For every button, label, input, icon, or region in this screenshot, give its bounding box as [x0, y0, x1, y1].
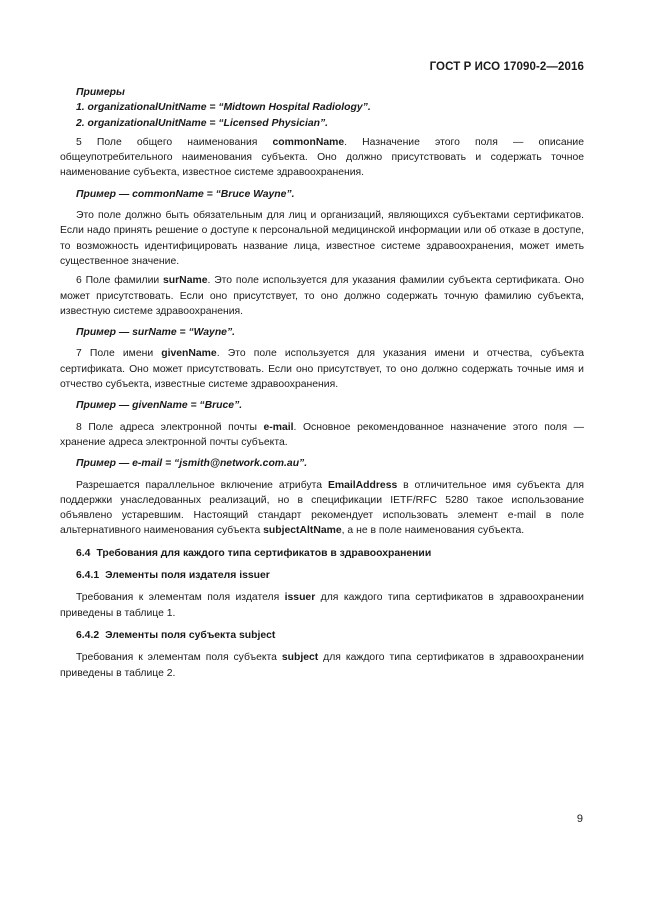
example-given-name [60, 398, 584, 413]
example-surname [60, 325, 584, 340]
paragraph-text: в отличительное имя субъекта для поддержки унаследованных реализаций, но в спецификации IETF/RFC 5280 такое использование объявлено устаревшим. Настоящий стандарт рекомендует использовать элемент e-mail в поле альтернативного наименования субъекта [60, 479, 584, 537]
term-given-name: givenName [161, 348, 217, 360]
paragraph-issuer [60, 590, 584, 621]
page-body [60, 85, 584, 681]
paragraph-lead: 8 Поле адреса электронной почты [76, 421, 264, 433]
paragraph-given-name [60, 346, 584, 392]
page-number: 9 [576, 813, 583, 825]
example-item-2: 2. organizationalUnitName = “Licensed Physician”. [76, 117, 329, 129]
paragraph-email [60, 420, 584, 451]
example-lead: Пример — [76, 458, 133, 470]
paragraph-subject [60, 650, 584, 681]
example-text: commonName = “Bruce Wayne”. [132, 188, 295, 200]
section-number: 6.4.2 [76, 629, 100, 641]
term-subject-alt-name: subjectAltName [263, 525, 342, 537]
example-text: givenName = “Bruce”. [132, 400, 243, 412]
paragraph-tail: , а не в поле наименования субъекта. [341, 525, 525, 537]
paragraph-lead: Требования к элементам поля субъекта [76, 652, 282, 664]
paragraph-text: . Это поле используется для указания фамилии субъекта сертификата. Оно может присутствовать. Если оно присутствует, то оно должно содержать точную фамилию субъекта, известную системе здравоохранения. [60, 275, 584, 317]
section-title: Элементы поля издателя issuer [105, 570, 270, 582]
paragraph-text: . Основное рекомендованное назначение этого поля — хранение адреса электронной почты субъекта. [60, 421, 585, 448]
section-title: Требования для каждого типа сертификатов в здравоохранении [96, 547, 432, 559]
example-common-name [60, 187, 584, 202]
paragraph-text: . Это поле используется для указания имени и отчества, субъекта сертификата. Оно может присутствовать. Если оно присутствует, то оно должно содержать точные имя и отчество субъекта, известные системе здравоохранения. [60, 348, 584, 391]
paragraph-email-address [60, 478, 584, 539]
example-lead: Пример — [76, 188, 133, 200]
term-subject: subject [281, 652, 319, 664]
examples-title: Примеры [76, 87, 125, 98]
section-heading-6-4-1 [60, 568, 584, 583]
paragraph-common-name-2: Это поле должно быть обязательным для лиц и организаций, являющихся субъектами сертификатов. Если надо принять решение о доступе к персональной медицинской информации или об отказе в доступе, то возможность идентифицировать название лица, известное системе здравоохранения, может иметь существенное значение. [60, 210, 584, 267]
paragraph-lead: Разрешается параллельное включение атрибута [76, 479, 328, 491]
paragraph-surname [60, 273, 584, 319]
term-common-name: commonName [272, 136, 345, 148]
example-email [60, 456, 584, 471]
section-title: Элементы поля субъекта subject [105, 629, 276, 641]
paragraph-text: для каждого типа сертификатов в здравоохранении приведены в таблице 2. [60, 652, 584, 679]
section-heading-6-4-2 [60, 628, 584, 643]
paragraph-common-name [60, 135, 584, 181]
paragraph-lead: 6 Поле фамилии [76, 275, 164, 287]
example-text: surName = “Wayne”. [132, 327, 236, 339]
paragraph-text: . Назначение этого поля — описание общеупотребительного наименования субъекта. Оно должно присутствовать и содержать точное наименование субъекта, известное системе здравоохранения. [60, 136, 584, 179]
term-surname: surName [163, 275, 208, 287]
example-lead: Пример — [76, 327, 133, 339]
term-email: e-mail [263, 421, 294, 433]
example-lead: Пример — [76, 400, 133, 412]
paragraph-lead: Требования к элементам поля издателя [76, 592, 285, 604]
paragraph-text: для каждого типа сертификатов в здравоохранении приведены в таблице 1. [60, 592, 584, 619]
term-email-address: EmailAddress [327, 479, 398, 491]
document-code-header: ГОСТ Р ИСО 17090-2—2016 [429, 61, 584, 73]
section-number: 6.4.1 [76, 570, 100, 582]
paragraph-lead: 5 Поле общего наименования [76, 136, 273, 148]
term-issuer: issuer [284, 592, 316, 604]
section-heading-6-4 [60, 546, 584, 561]
example-text: e-mail = “jsmith@network.com.au”. [132, 458, 308, 470]
example-item-1: 1. organizationalUnitName = “Midtown Hospital Radiology”. [76, 102, 371, 114]
section-number: 6.4 [76, 547, 91, 559]
paragraph-lead: 7 Поле имени [76, 348, 162, 360]
